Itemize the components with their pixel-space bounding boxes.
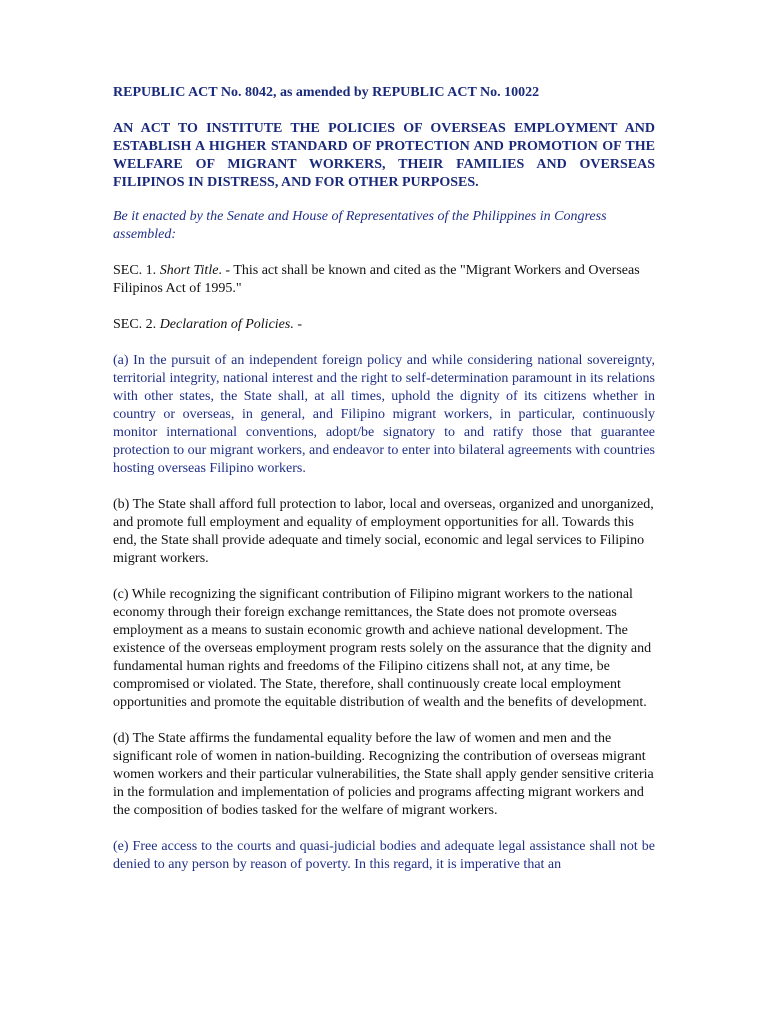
document-page bbox=[113, 84, 655, 874]
paragraph-d: (d) The State affirms the fundamental equality before the law of women and men and the significant role of women in nation-building. Recognizing the contribution of overseas migrant women workers and their particular vulnerabilities, the State shall apply gender sensitive criteria in the formulation and implementation of policies and programs affecting migrant workers and the composition of bodies tasked for the welfare of migrant workers. bbox=[113, 731, 654, 818]
section-2-title: Declaration of Policies. bbox=[159, 317, 294, 332]
section-2 bbox=[113, 316, 655, 334]
section-2-suffix: - bbox=[293, 317, 303, 332]
section-1-text: . - This act shall be known and cited as the "Migrant Workers and Overseas Filipinos Act of 1995." bbox=[113, 263, 640, 296]
section-1-label: SEC. 1. bbox=[113, 263, 160, 278]
section-2-label: SEC. 2. bbox=[113, 317, 160, 332]
document-title: REPUBLIC ACT No. 8042, as amended by REPUBLIC ACT No. 10022 bbox=[113, 85, 540, 100]
section-1 bbox=[113, 262, 655, 298]
paragraph-e: (e) Free access to the courts and quasi-judicial bodies and adequate legal assistance shall not be denied to any person by reason of poverty. In this regard, it is imperative that an bbox=[113, 839, 655, 872]
act-heading: AN ACT TO INSTITUTE THE POLICIES OF OVERSEAS EMPLOYMENT AND ESTABLISH A HIGHER STANDARD OF PROTECTION AND PROMOTION OF THE WELFARE OF MIGRANT WORKERS, THEIR FAMILIES AND OVERSEAS FILIPINOS IN DISTRESS, AND FOR OTHER PURPOSES. bbox=[113, 121, 655, 190]
enacting-clause: Be it enacted by the Senate and House of Representatives of the Philippines in Congress assembled: bbox=[113, 209, 607, 242]
section-1-title: Short Title bbox=[159, 263, 219, 278]
paragraph-b: (b) The State shall afford full protection to labor, local and overseas, organized and unorganized, and promote full employment and equality of employment opportunities for all. Towards this end, the State shall provide adequate and timely social, economic and legal services to Filipino migrant workers. bbox=[113, 497, 654, 566]
paragraph-a: (a) In the pursuit of an independent foreign policy and while considering national sovereignty, territorial integrity, national interest and the right to self-determination paramount in its relations with other states, the State shall, at all times, uphold the dignity of its citizens whether in country or overseas, in general, and Filipino migrant workers, in particular, continuously monitor international conventions, adopt/be signatory to and ratify those that guarantee protection to our migrant workers, and endeavor to enter into bilateral agreements with countries hosting overseas Filipino workers. bbox=[113, 353, 655, 476]
paragraph-c: (c) While recognizing the significant contribution of Filipino migrant workers to the national economy through their foreign exchange remittances, the State does not promote overseas employment as a means to sustain economic growth and achieve national development. The existence of the overseas employment program rests solely on the assurance that the dignity and fundamental human rights and freedoms of the Filipino citizens shall not, at any time, be compromised or violated. The State, therefore, shall continuously create local employment opportunities and promote the equitable distribution of wealth and the benefits of development. bbox=[113, 587, 652, 710]
